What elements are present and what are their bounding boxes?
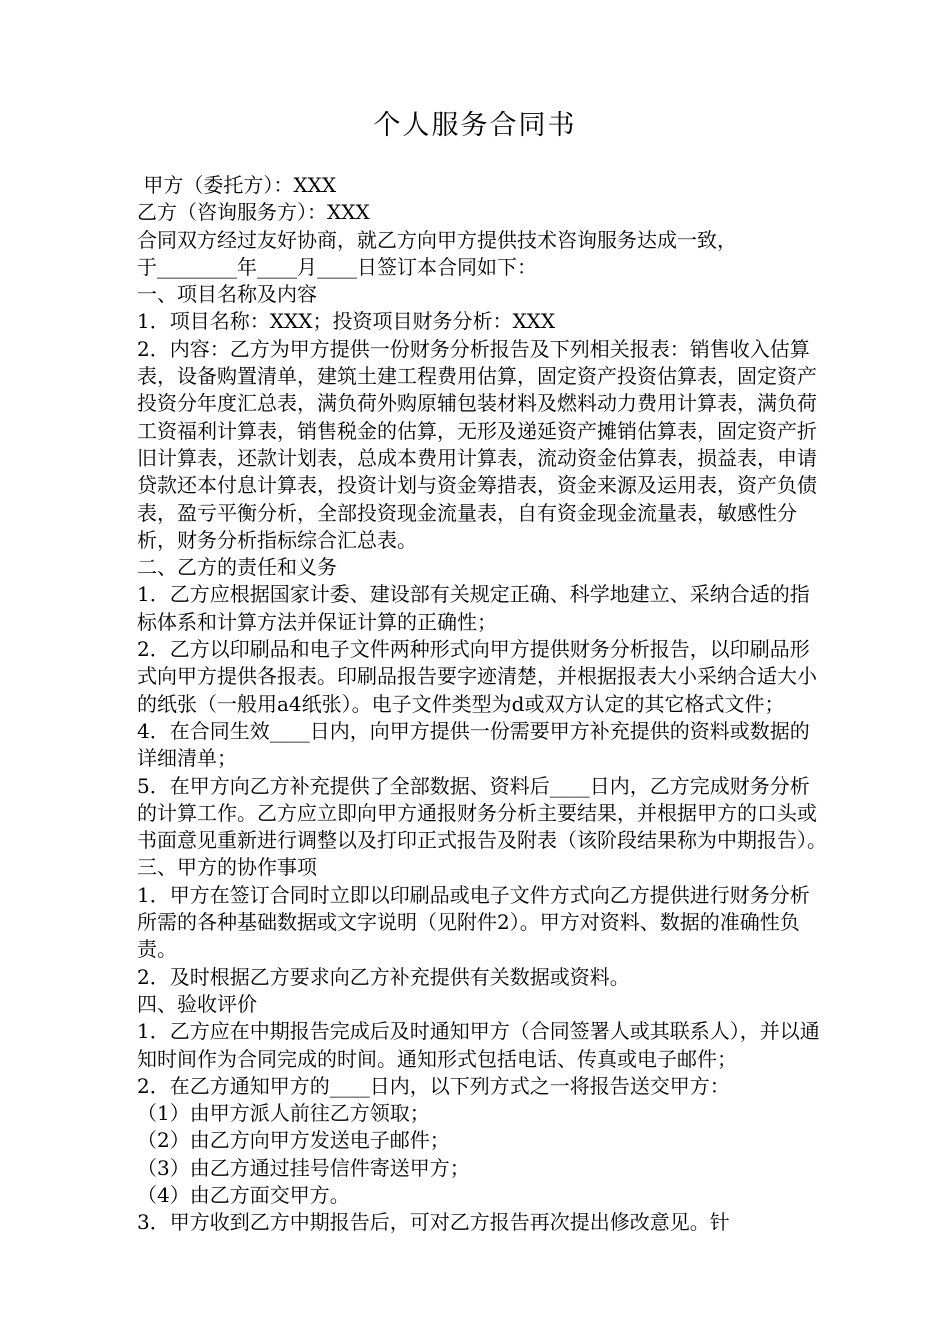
- paragraph: 乙方（咨询服务方）：XXX: [137, 200, 370, 225]
- paragraph: 于________年____月____日签订本合同如下：: [137, 254, 537, 279]
- paragraph: 2．乙方以印刷品和电子文件两种形式向甲方提供财务分析报告，以印刷品形式向甲方提供各报表。印刷品报告要字迹清楚，并根据报表大小采纳合适大小的纸张（一般用a4纸张）。电子文件类型为d或双方认定的其它格式文件；: [137, 637, 817, 716]
- paragraph: 3．甲方收到乙方中期报告后，可对乙方报告再次提出修改意见。针: [137, 1210, 730, 1235]
- section-heading: 三、甲方的协作事项: [137, 855, 317, 880]
- paragraph: 1．乙方应在中期报告完成后及时通知甲方（合同签署人或其联系人），并以通知时间作为合同完成的时间。通知形式包括电话、传真或电子邮件；: [137, 1019, 820, 1071]
- paragraph: 合同双方经过友好协商，就乙方向甲方提供技术咨询服务达成一致，: [137, 227, 737, 252]
- list-item: （4）由乙方面交甲方。: [137, 1182, 350, 1207]
- section-heading: 二、乙方的责任和义务: [137, 555, 337, 580]
- paragraph: 2．内容：乙方为甲方提供一份财务分析报告及下列相关报表：销售收入估算表，设备购置清单，建筑土建工程费用估算，固定资产投资估算表，固定资产投资分年度汇总表，满负荷外购原辅包装材料及燃料动力费用计算表，满负荷工资福利计算表，销售税金的估算，无形及递延资产摊销估算表，固定资产折旧计算表，还款计划表，总成本费用计算表，流动资金估算表，损益表，申请贷款还本付息计算表，投资计划与资金筹措表，资金来源及运用表，资产负债表，盈亏平衡分析，全部投资现金流量表，自有资金现金流量表，敏感性分析，财务分析指标综合汇总表。: [137, 336, 817, 552]
- paragraph: 2．在乙方通知甲方的____日内，以下列方式之一将报告送交甲方：: [137, 1073, 730, 1098]
- page-title: 个人服务合同书: [373, 110, 577, 141]
- paragraph: 1．甲方在签订合同时立即以印刷品或电子文件方式向乙方提供进行财务分析所需的各种基础数据或文字说明（见附件2）。甲方对资料、数据的准确性负责。: [137, 882, 810, 962]
- section-heading: 一、项目名称及内容: [137, 282, 317, 307]
- document-body: [137, 172, 827, 1237]
- paragraph: 2．及时根据乙方要求向乙方补充提供有关数据或资料。: [137, 964, 630, 989]
- paragraph: 1．乙方应根据国家计委、建设部有关规定正确、科学地建立、采纳合适的指标体系和计算方法并保证计算的正确性；: [137, 582, 810, 634]
- paragraph: 5．在甲方向乙方补充提供了全部数据、资料后____日内，乙方完成财务分析的计算工作。乙方应立即向甲方通报财务分析主要结果，并根据甲方的口头或书面意见重新进行调整以及打印正式报告及附表（该阶段结果称为中期报告）。: [137, 773, 827, 853]
- list-item: （1）由甲方派人前往乙方领取；: [137, 1101, 430, 1126]
- paragraph: 甲方（委托方）：XXX: [137, 173, 337, 197]
- list-item: （2）由乙方向甲方发送电子邮件；: [137, 1128, 450, 1153]
- paragraph: 4．在合同生效____日内，向甲方提供一份需要甲方补充提供的资料或数据的详细清单；: [137, 718, 810, 771]
- paragraph: 1．项目名称：XXX；投资项目财务分析：XXX: [137, 309, 556, 334]
- section-heading: 四、验收评价: [137, 991, 257, 1016]
- list-item: （3）由乙方通过挂号信件寄送甲方；: [137, 1155, 470, 1180]
